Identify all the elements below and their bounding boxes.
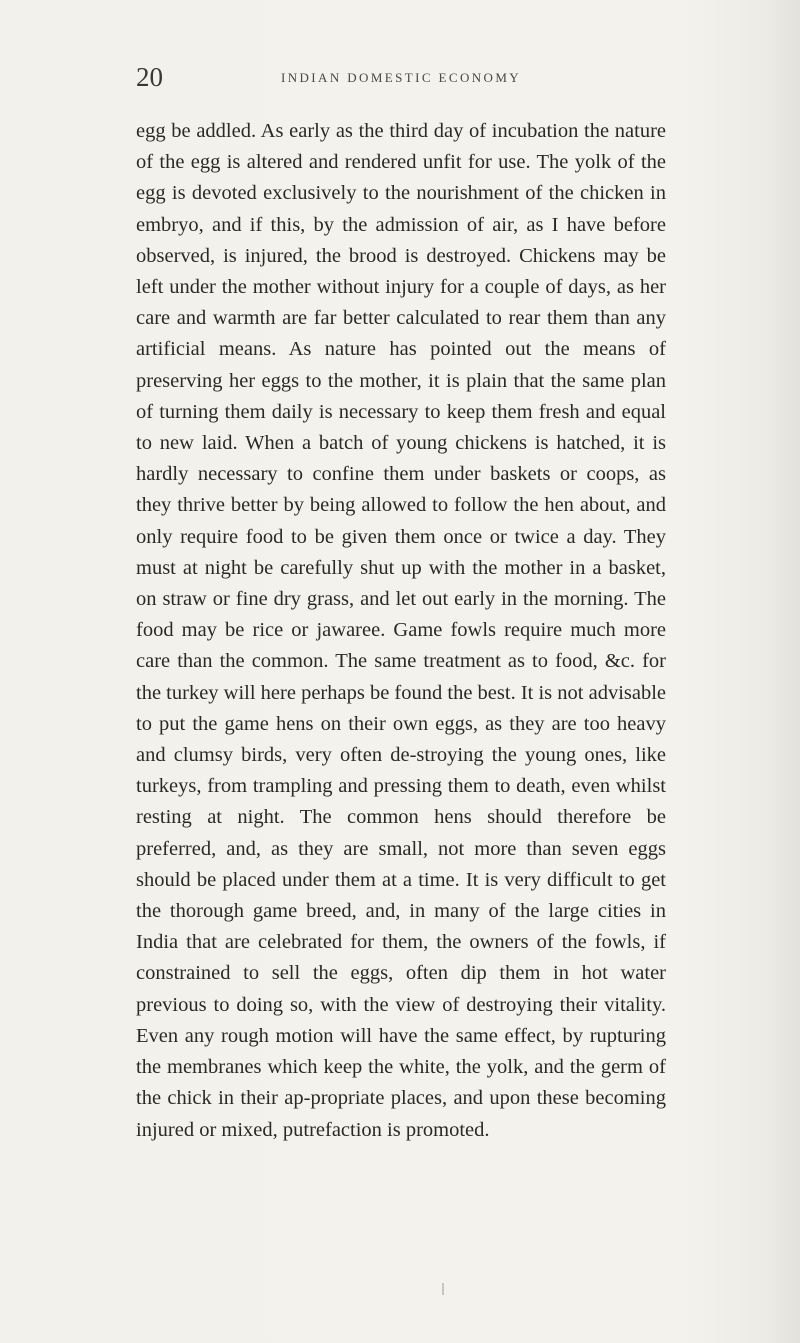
body-paragraph: egg be addled. As early as the third day of incubation the nature of the egg is altered and rendered unfit for use. The yolk of the egg is devoted exclusively to the nourishment of the chicken in embryo, and if this, by the admission of air, as I have before observed, is injured, the brood is destroyed. Chickens may be left under the mother without injury for a couple of days, as her care and warmth are far better calculated to rear them than any artificial means. As nature has pointed out the means of preserving her eggs to the mother, it is plain that the same plan of turning them daily is necessary to keep them fresh and equal to new laid. When a batch of young chickens is hatched, it is hardly necessary to confine them under baskets or coops, as they thrive better by being allowed to follow the hen about, and only require food to be given them once or twice a day. They must at night be carefully shut up with the mother in a basket, on straw or fine dry grass, and let out early in the morning. The food may be rice or jawaree. Game fowls require much more care than the common. The same treatment as to food, &c. for the turkey will here perhaps be found the best. It is not advisable to put the game hens on their own eggs, as they are too heavy and clumsy birds, very often de-stroying the young ones, like turkeys, from trampling and pressing them to death, even whilst resting at night. The common hens should therefore be preferred, and, as they are small, not more than seven eggs should be placed under them at a time. It is very difficult to get the thorough game breed, and, in many of the large cities in India that are celebrated for them, the owners of the fowls, if constrained to sell the eggs, often dip them in hot water previous to doing so, with the view of destroying their vitality. Even any rough motion will have the same effect, by rupturing the membranes which keep the white, the yolk, and the germ of the chick in their ap-propriate places, and upon these becoming injured or mixed, putrefaction is promoted. — [136, 120, 667, 1141]
running-title: INDIAN DOMESTIC ECONOMY — [281, 70, 522, 85]
page-number: 20 — [136, 62, 163, 92]
print-mark — [442, 1283, 444, 1295]
page-header — [136, 62, 666, 102]
